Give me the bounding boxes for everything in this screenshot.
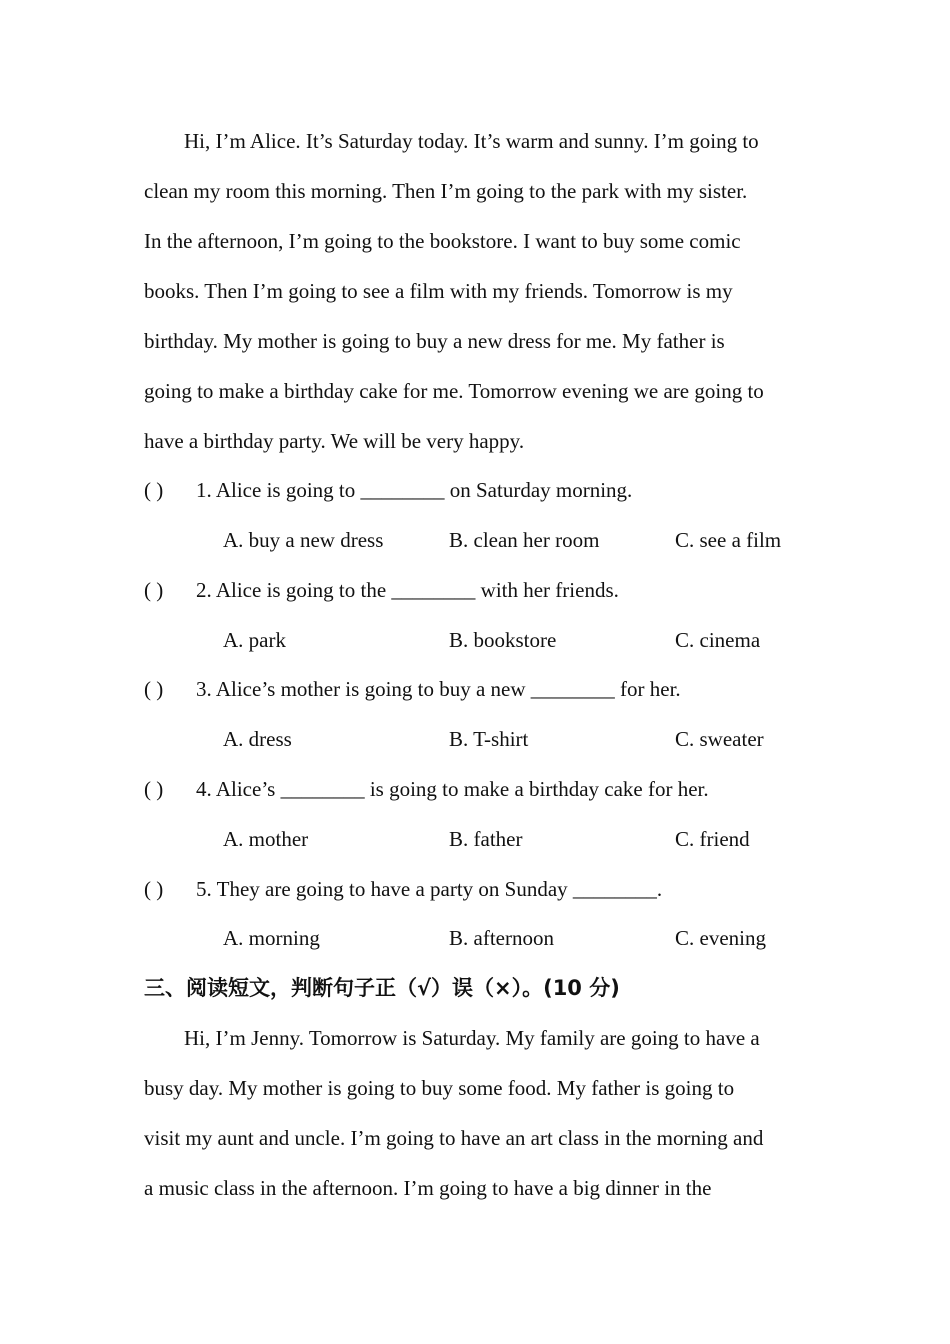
- question-4-text: 4. Alice’s ________ is going to make a birthday cake for her.: [196, 777, 709, 801]
- question-3-option-a: A. dress: [223, 727, 292, 751]
- question-1-option-a: A. buy a new dress: [223, 528, 384, 552]
- passage1-line-3: In the afternoon, I’m going to the bookstore. I want to buy some comic: [144, 229, 741, 253]
- answer-blank-2[interactable]: ( ): [144, 578, 164, 602]
- passage1-line-1: Hi, I’m Alice. It’s Saturday today. It’s warm and sunny. I’m going to: [184, 129, 759, 153]
- passage1-line-4: books. Then I’m going to see a film with my friends. Tomorrow is my: [144, 279, 733, 303]
- question-5-option-b: B. afternoon: [449, 926, 554, 950]
- question-5-text: 5. They are going to have a party on Sunday ________.: [196, 877, 663, 901]
- question-5-option-c: C. evening: [675, 926, 766, 950]
- section-3-heading: 三、阅读短文，判断句子正（√）误（×）。(10 分): [144, 976, 620, 1000]
- answer-blank-3[interactable]: ( ): [144, 677, 164, 701]
- passage2-line-4: a music class in the afternoon. I’m going to have a big dinner in the: [144, 1176, 712, 1200]
- passage1-line-7: have a birthday party. We will be very happy.: [144, 429, 525, 453]
- question-2-option-b: B. bookstore: [449, 628, 557, 652]
- question-3-text: 3. Alice’s mother is going to buy a new ________ for her.: [196, 677, 681, 701]
- answer-blank-4[interactable]: ( ): [144, 777, 164, 801]
- answer-blank-1[interactable]: ( ): [144, 478, 164, 502]
- question-2-option-c: C. cinema: [675, 628, 761, 652]
- question-1-option-c: C. see a film: [675, 528, 782, 552]
- question-4-option-c: C. friend: [675, 827, 750, 851]
- question-4-option-a: A. mother: [223, 827, 309, 851]
- passage1-line-2: clean my room this morning. Then I’m going to the park with my sister.: [144, 179, 748, 203]
- question-3-option-c: C. sweater: [675, 727, 764, 751]
- question-2-option-a: A. park: [223, 628, 286, 652]
- passage2-line-2: busy day. My mother is going to buy some food. My father is going to: [144, 1076, 735, 1100]
- question-5-option-a: A. morning: [223, 926, 320, 950]
- question-3-option-b: B. T-shirt: [449, 727, 529, 751]
- question-1-text: 1. Alice is going to ________ on Saturday morning.: [196, 478, 633, 502]
- question-2-text: 2. Alice is going to the ________ with her friends.: [196, 578, 619, 602]
- passage2-line-3: visit my aunt and uncle. I’m going to have an art class in the morning and: [144, 1126, 764, 1150]
- answer-blank-5[interactable]: ( ): [144, 877, 164, 901]
- passage2-line-1: Hi, I’m Jenny. Tomorrow is Saturday. My family are going to have a: [184, 1026, 760, 1050]
- passage1-line-5: birthday. My mother is going to buy a new dress for me. My father is: [144, 329, 725, 353]
- question-4-option-b: B. father: [449, 827, 523, 851]
- question-1-option-b: B. clean her room: [449, 528, 600, 552]
- passage1-line-6: going to make a birthday cake for me. Tomorrow evening we are going to: [144, 379, 764, 403]
